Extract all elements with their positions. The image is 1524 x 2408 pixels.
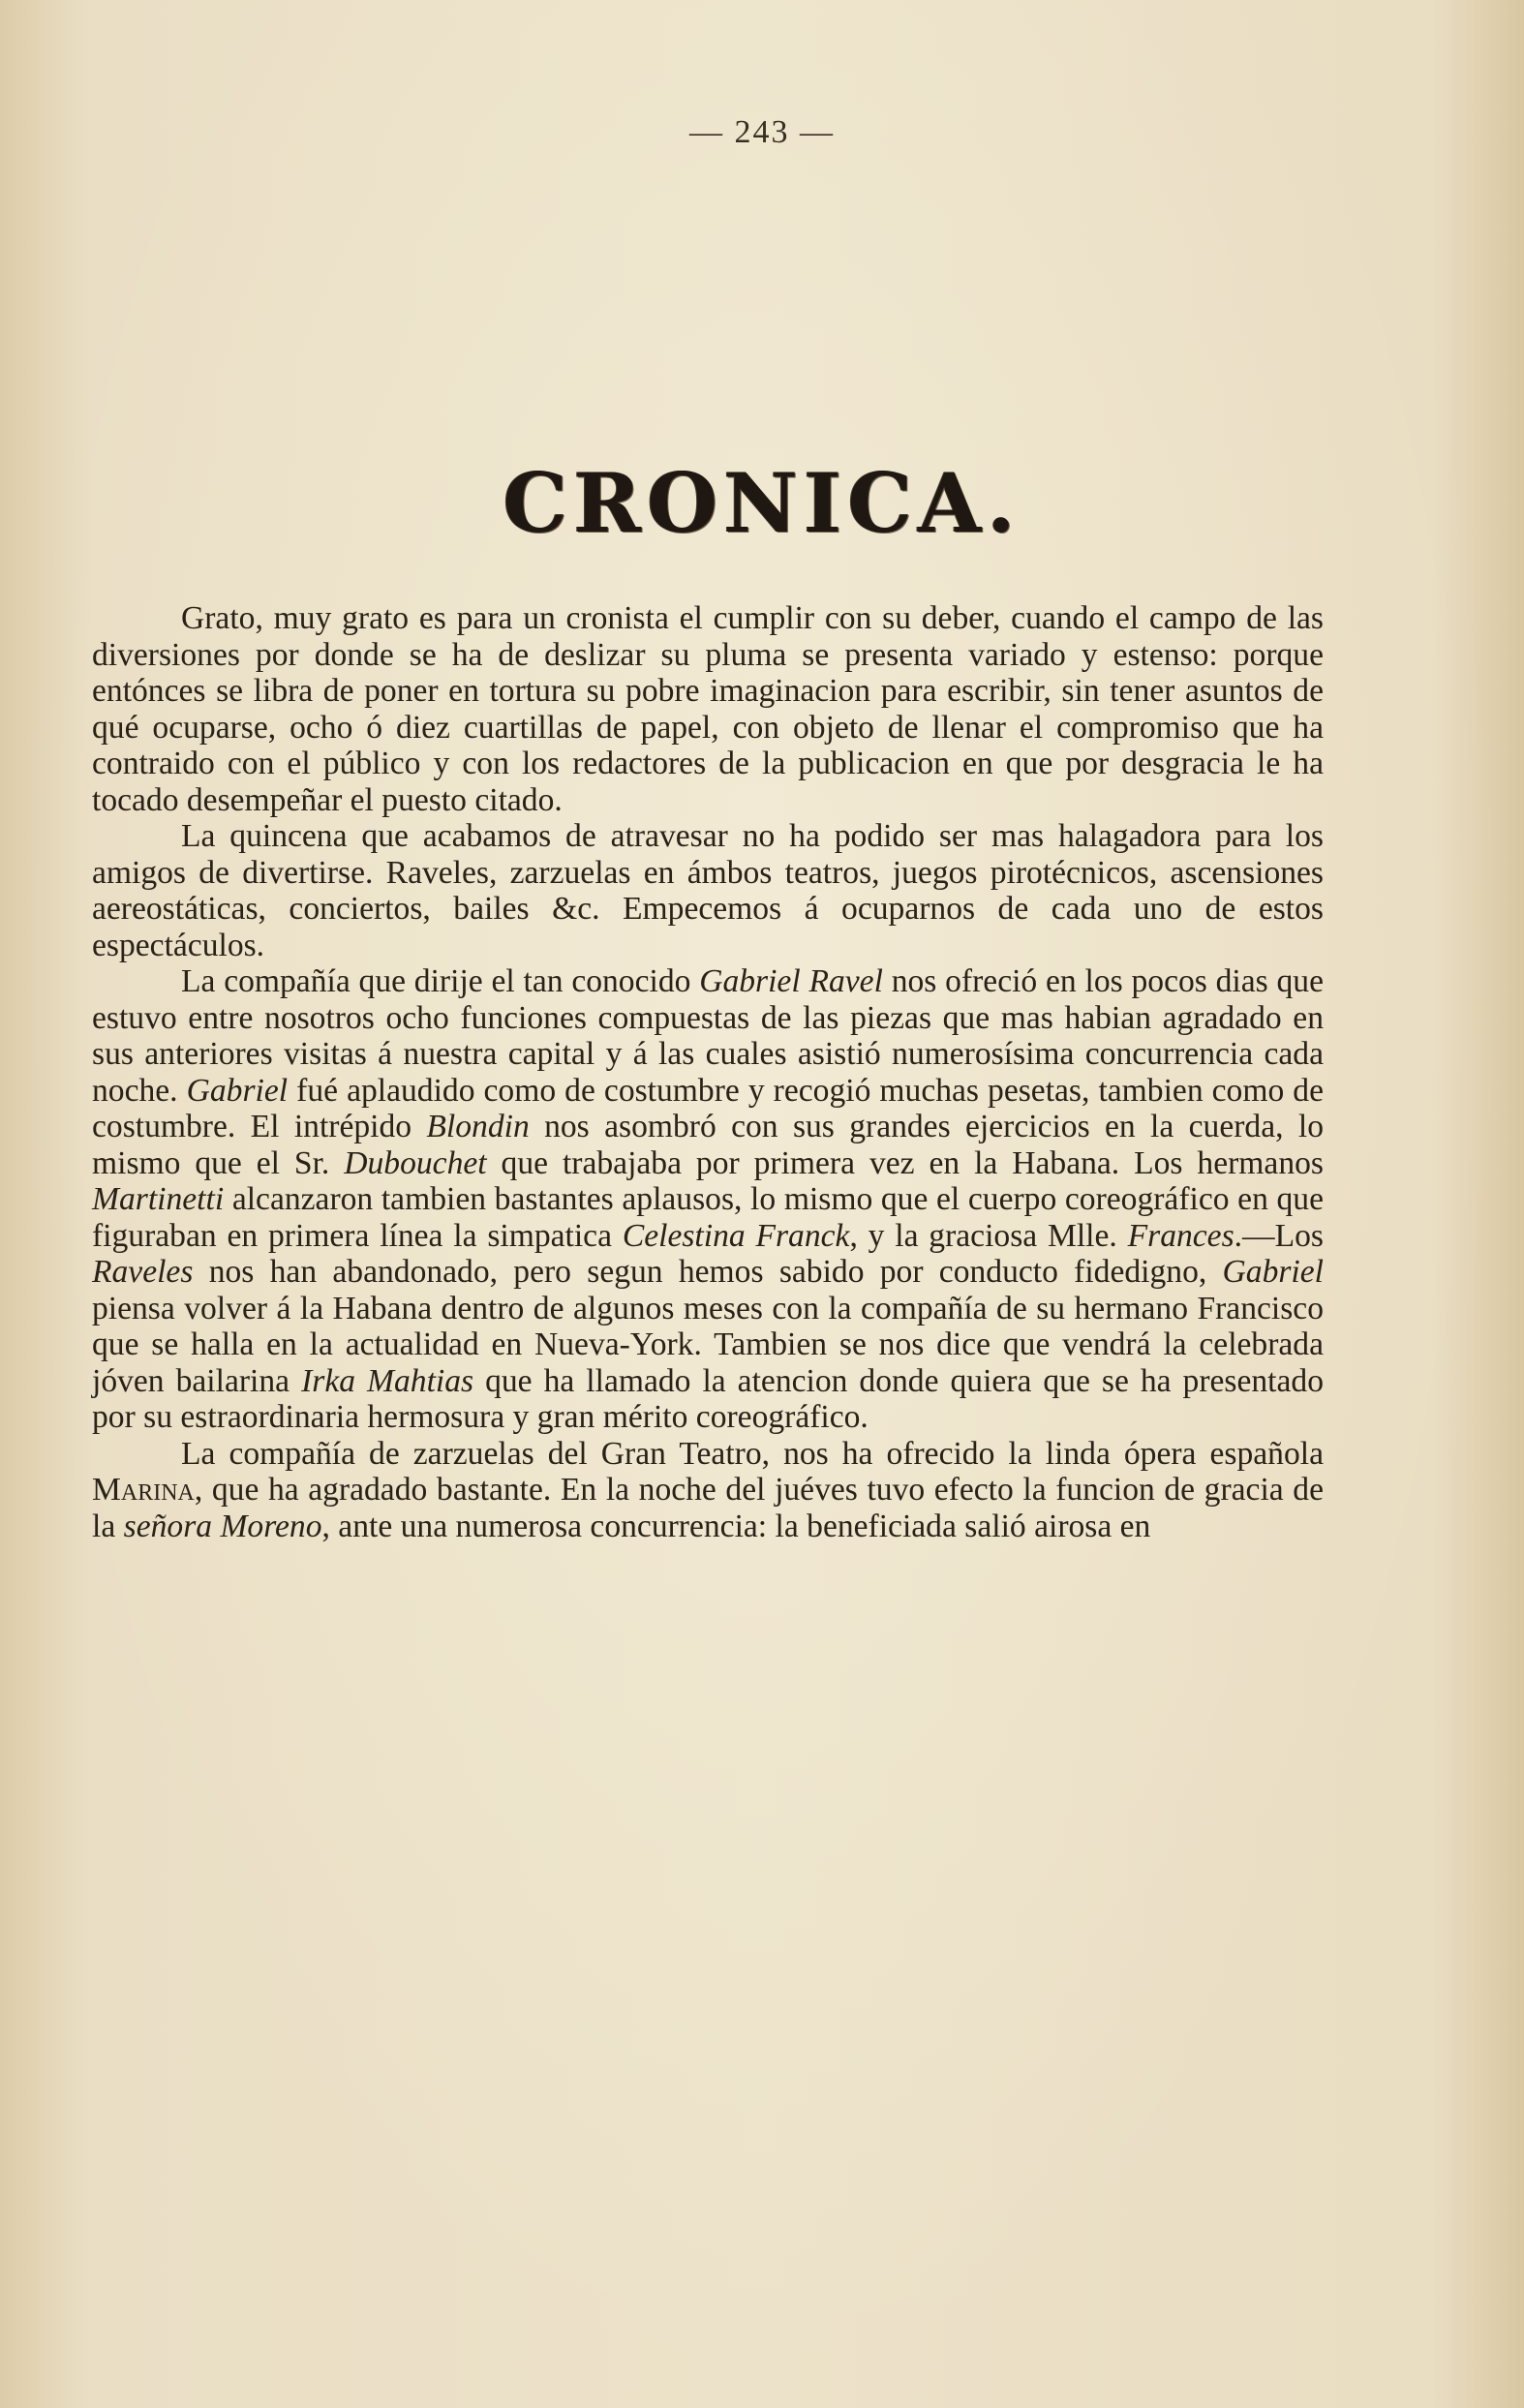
page-number: — 243 — (689, 114, 835, 150)
italic-name: Blondin (426, 1109, 530, 1144)
text-run: que ha llamado la atencion donde quiera que se ha presentado por su estraordinaria hermosura y gran mérito coreográfico. (92, 1362, 1324, 1435)
italic-name: Dubouchet (344, 1144, 487, 1181)
paragraph (92, 1436, 1324, 1545)
text-run: .—Los (1234, 1217, 1324, 1254)
text-run: nos han abandonado, pero segun hemos sabido por conducto fidedigno, (193, 1254, 1223, 1290)
text-run: nos asombró con sus grandes ejercicios en la cuerda, lo mismo que el Sr. (92, 1109, 1324, 1181)
text-run: Grato, muy grato es para un cronista el cumplir con su deber, cuando el campo de las diversiones por donde se ha de deslizar su pluma se presenta variado y estenso: porque entónces se libra de poner en tortura su pobre imaginacion para escribir, sin tener asuntos de qué ocuparse, ocho ó diez cuartillas de papel, con objeto de llenar el compromiso que ha contraido con el público y con los redactores de la publicacion en que por desgracia le ha tocado desempeñar el puesto citado. (92, 600, 1324, 818)
text-run: , y la graciosa Mlle. (849, 1217, 1128, 1254)
italic-name: Frances (1127, 1217, 1234, 1254)
text-run: La compañía que dirije el tan conocido (181, 963, 700, 999)
text-run: , ante una numerosa concurrencia: la beneficiada salió airosa en (321, 1508, 1151, 1544)
italic-name: Irka Mahtias (301, 1362, 474, 1399)
italic-name: señora Moreno (123, 1508, 322, 1544)
paragraph (92, 600, 1324, 818)
text-run: que trabajaba por primera vez en la Habana. Los hermanos (486, 1144, 1324, 1181)
page-title: CRONICA. (503, 455, 1021, 551)
text-run: alcanzaron tambien bastantes aplausos, lo mismo que el cuerpo coreográfico en que figuraban en primera línea la simpatica (92, 1181, 1324, 1254)
text-run: , que ha agradado bastante. En la noche del juéves tuvo efecto la funcion de gracia de la (92, 1472, 1324, 1544)
article-body (92, 600, 1324, 1544)
text-run: La quincena que acabamos de atravesar no ha podido ser mas halagadora para los amigos de divertirse. Raveles, zarzuelas en ámbos teatros, juegos pirotécnicos, ascensiones aereostáticas, conciertos, bailes &c. Empecemos á ocuparnos de cada uno de estos espectáculos. (92, 818, 1324, 963)
paragraph (92, 963, 1324, 1436)
italic-name: Martinetti (92, 1181, 225, 1217)
italic-name: Gabriel Ravel (699, 963, 883, 999)
italic-name: Gabriel (186, 1072, 289, 1109)
italic-name: Gabriel (1222, 1254, 1324, 1290)
italic-name: Celestina Franck (622, 1217, 850, 1254)
text-run: fué aplaudido como de costumbre y recogió muchas pesetas, tambien como de costumbre. El intrépido (92, 1072, 1324, 1144)
paragraph (92, 818, 1324, 963)
text-run: piensa volver á la Habana dentro de algunos meses con la compañía de su hermano Francisco que se halla en la actualidad en Nueva-York. Tambien se nos dice que vendrá la celebrada jóven bailarina (92, 1290, 1324, 1399)
text-run: nos ofreció en los pocos dias que estuvo entre nosotros ocho funciones compuestas de las piezas que mas habian agradado en sus anteriores visitas á nuestra capital y á las cuales asistió numerosísima concurrencia cada noche. (92, 963, 1324, 1109)
smallcaps-title: Marina (92, 1472, 195, 1508)
text-run: La compañía de zarzuelas del Gran Teatro, nos ha ofrecido la linda ópera española (181, 1435, 1324, 1472)
italic-name: Raveles (92, 1254, 194, 1290)
